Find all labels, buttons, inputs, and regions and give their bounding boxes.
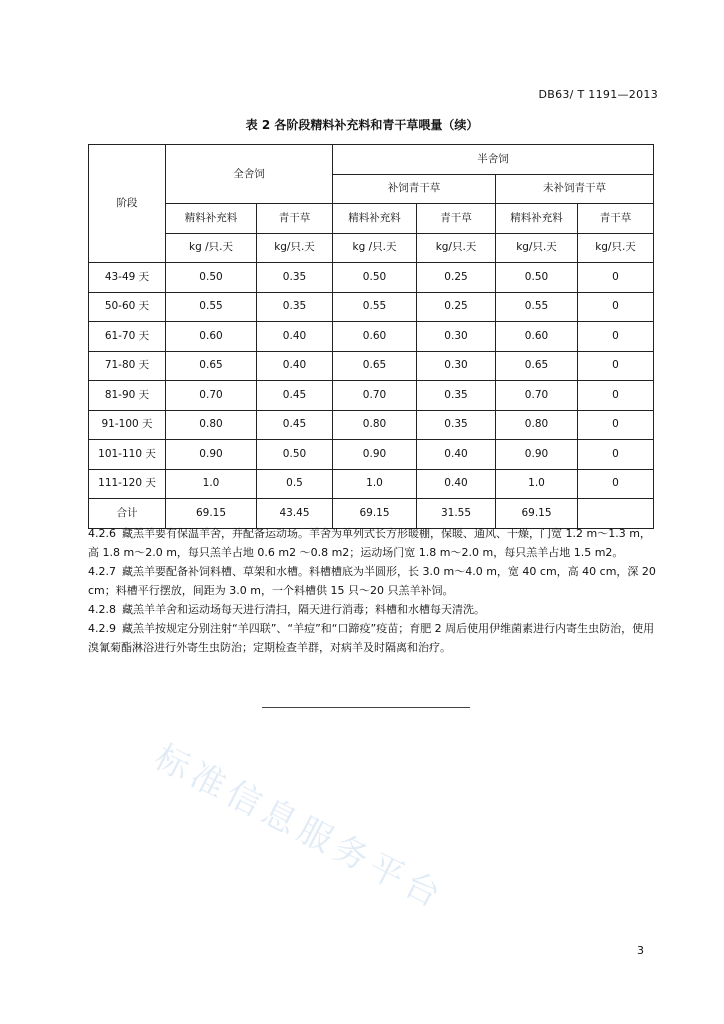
table-cell: 0.30 xyxy=(417,322,496,352)
note-paragraph xyxy=(88,524,658,562)
table-cell: 69.15 xyxy=(333,499,417,529)
table-row xyxy=(89,351,654,381)
table-cell: 0.50 xyxy=(257,440,333,470)
table-cell: 0.55 xyxy=(166,292,257,322)
table-cell: 69.15 xyxy=(166,499,257,529)
table-cell: 0 xyxy=(578,322,654,352)
stage-label: 50-60 天 xyxy=(89,292,166,322)
header-unit: kg/只.天 xyxy=(496,233,578,263)
table-cell: 0.40 xyxy=(257,351,333,381)
header-full-housing: 全舍饲 xyxy=(166,145,333,204)
table-row xyxy=(89,410,654,440)
table-cell: 0.65 xyxy=(496,351,578,381)
note-paragraph xyxy=(88,619,658,657)
table-cell: 0.65 xyxy=(166,351,257,381)
note-text: 藏羔羊要配备补饲料槽、草架和水槽。料槽槽底为半圆形，长 3.0 m～4.0 m，宽 40 cm，高 40 cm，深 20 cm；料槽平行摆放，间距为 3.0 m，一个料槽供 15 只～20 只羔羊补饲。 xyxy=(88,565,656,597)
table-cell: 0.35 xyxy=(257,292,333,322)
table-row xyxy=(89,381,654,411)
stage-label: 71-80 天 xyxy=(89,351,166,381)
header-concentrate: 精料补充料 xyxy=(496,204,578,234)
table-cell: 0.30 xyxy=(417,351,496,381)
note-number: 4.2.8 xyxy=(88,603,116,616)
header-unit: kg/只.天 xyxy=(578,233,654,263)
document-code: DB63/ T 1191—2013 xyxy=(538,88,658,101)
table-cell: 69.15 xyxy=(496,499,578,529)
note-paragraph xyxy=(88,600,658,619)
note-text: 藏羔羊要有保温羊舍，并配备运动场。羊舍为单列式长方形暖棚，保暖、通风、干燥，门宽 1.2 m～1.3 m，高 1.8 m～2.0 m，每只羔羊占地 0.6 m2 ～0.8 m2；运动场门宽 1.8 m～2.0 m，每只羔羊占地 1.5 m2。 xyxy=(88,527,651,559)
stage-label: 91-100 天 xyxy=(89,410,166,440)
table-cell: 0.70 xyxy=(496,381,578,411)
table-cell: 0.35 xyxy=(417,381,496,411)
table-cell: 0 xyxy=(578,410,654,440)
note-number: 4.2.6 xyxy=(88,527,116,540)
table-cell: 0.80 xyxy=(496,410,578,440)
header-concentrate: 精料补充料 xyxy=(333,204,417,234)
stage-label: 81-90 天 xyxy=(89,381,166,411)
header-concentrate: 精料补充料 xyxy=(166,204,257,234)
table-cell: 0 xyxy=(578,292,654,322)
page-number: 3 xyxy=(637,944,644,957)
note-paragraph xyxy=(88,562,658,600)
header-unit: kg/只.天 xyxy=(417,233,496,263)
header-with-hay: 补饲青干草 xyxy=(333,174,496,204)
table-cell: 0 xyxy=(578,440,654,470)
table-cell: 0.40 xyxy=(257,322,333,352)
end-rule xyxy=(262,707,470,708)
table-cell: 0.50 xyxy=(166,263,257,293)
header-semi-housing: 半舍饲 xyxy=(333,145,654,175)
note-number: 4.2.9 xyxy=(88,622,116,635)
table-row xyxy=(89,322,654,352)
feeding-table xyxy=(88,144,654,529)
header-without-hay: 未补饲青干草 xyxy=(496,174,654,204)
header-hay: 青干草 xyxy=(578,204,654,234)
stage-label: 合计 xyxy=(89,499,166,529)
header-unit: kg /只.天 xyxy=(166,233,257,263)
table-cell: 0.70 xyxy=(333,381,417,411)
table-cell: 0.5 xyxy=(257,469,333,499)
table-cell: 0.25 xyxy=(417,292,496,322)
table-title: 表 2 各阶段精料补充料和青干草喂量（续） xyxy=(245,118,479,132)
table-cell: 31.55 xyxy=(417,499,496,529)
table-cell: 0.40 xyxy=(417,440,496,470)
table-cell: 0.60 xyxy=(166,322,257,352)
table-cell: 0.45 xyxy=(257,410,333,440)
table-cell: 0.50 xyxy=(333,263,417,293)
stage-label: 111-120 天 xyxy=(89,469,166,499)
table-row xyxy=(89,440,654,470)
table-cell: 0.60 xyxy=(333,322,417,352)
table-cell: 0.40 xyxy=(417,469,496,499)
note-text: 藏羔羊羊舍和运动场每天进行清扫，隔天进行消毒；料槽和水槽每天清洗。 xyxy=(122,603,485,616)
table-cell: 0.35 xyxy=(257,263,333,293)
table-cell: 0.55 xyxy=(496,292,578,322)
note-text: 藏羔羊按规定分别注射“羊四联”、“羊痘”和“口蹄疫”疫苗；育肥 2 周后使用伊维菌素进行内寄生虫防治，使用溴氰菊酯淋浴进行外寄生虫防治；定期检查羊群，对病羊及时隔离和治疗。 xyxy=(88,622,655,654)
table-cell: 43.45 xyxy=(257,499,333,529)
table-cell: 1.0 xyxy=(496,469,578,499)
table-cell: 0 xyxy=(578,469,654,499)
table-cell: 0.35 xyxy=(417,410,496,440)
table-cell: 0.25 xyxy=(417,263,496,293)
header-unit: kg /只.天 xyxy=(333,233,417,263)
table-row xyxy=(89,263,654,293)
table-cell: 0.55 xyxy=(333,292,417,322)
table-cell: 0.90 xyxy=(496,440,578,470)
header-hay: 青干草 xyxy=(257,204,333,234)
table-cell: 0.90 xyxy=(166,440,257,470)
header-hay: 青干草 xyxy=(417,204,496,234)
table-cell: 0.70 xyxy=(166,381,257,411)
table-cell: 0 xyxy=(578,381,654,411)
header-stage: 阶段 xyxy=(89,145,166,263)
note-number: 4.2.7 xyxy=(88,565,116,578)
header-unit: kg/只.天 xyxy=(257,233,333,263)
table-cell: 0.50 xyxy=(496,263,578,293)
table-cell: 0.90 xyxy=(333,440,417,470)
table-cell: 0.65 xyxy=(333,351,417,381)
stage-label: 43-49 天 xyxy=(89,263,166,293)
table-cell: 0.60 xyxy=(496,322,578,352)
notes-section xyxy=(88,524,658,657)
stage-label: 101-110 天 xyxy=(89,440,166,470)
table-row xyxy=(89,469,654,499)
table-cell: 0 xyxy=(578,351,654,381)
table-cell: 0.45 xyxy=(257,381,333,411)
table-cell: 0.80 xyxy=(333,410,417,440)
watermark: 标准信息服务平台 xyxy=(148,737,452,919)
stage-label: 61-70 天 xyxy=(89,322,166,352)
table-cell: 1.0 xyxy=(166,469,257,499)
table-row xyxy=(89,292,654,322)
table-cell: 0.80 xyxy=(166,410,257,440)
table-cell: 1.0 xyxy=(333,469,417,499)
table-cell: 0 xyxy=(578,263,654,293)
